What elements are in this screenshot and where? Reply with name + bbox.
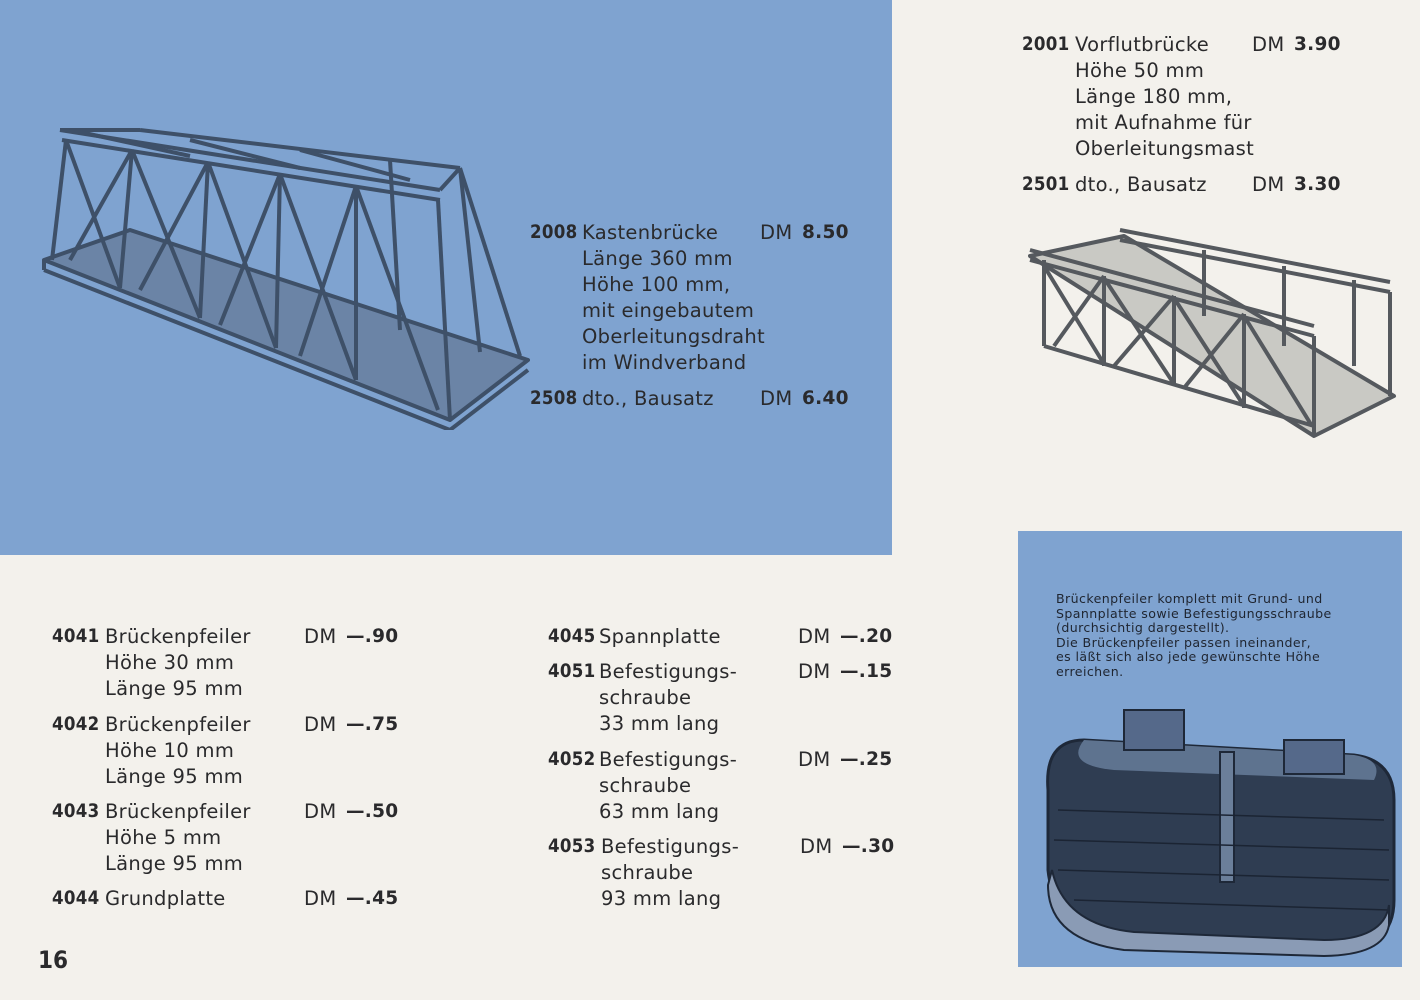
kit-number: 2508: [530, 388, 578, 409]
detail-line: Länge 180 mm,: [1075, 85, 1233, 108]
kit-price: 6.40: [802, 388, 849, 409]
detail-line: schraube: [599, 774, 692, 797]
kit-currency: DM: [760, 387, 793, 410]
detail-line: im Windverband: [582, 351, 747, 374]
product-4052: [548, 747, 908, 827]
note-line: Brückenpfeiler komplett mit Grund- und: [1056, 591, 1323, 606]
price: 3.90: [1294, 34, 1341, 55]
detail-line: Oberleitungsmast: [1075, 137, 1255, 160]
note-line: erreichen.: [1056, 663, 1124, 679]
product-name: Brückenpfeiler: [105, 713, 251, 736]
detail-line: 63 mm lang: [599, 800, 720, 823]
detail-line: mit eingebautem: [582, 299, 755, 322]
note-line: (durchsichtig dargestellt).: [1056, 620, 1230, 636]
product-number: 4045: [548, 626, 596, 647]
product-name: Brückenpfeiler: [105, 625, 251, 648]
product-number: 4052: [548, 749, 596, 770]
price: —.75: [346, 714, 399, 735]
detail-line: Länge 95 mm: [105, 852, 244, 875]
detail-line: 33 mm lang: [599, 712, 720, 735]
note-line: es läßt sich also jede gewünschte Höhe: [1056, 649, 1321, 665]
bridge-pier-image: [1044, 700, 1399, 958]
price: 8.50: [802, 222, 849, 243]
product-number: 4044: [52, 888, 100, 909]
product-4045: [548, 624, 908, 652]
detail-line: Länge 360 mm: [582, 247, 733, 270]
product-name: Spannplatte: [599, 625, 721, 648]
box-bridge-image: [40, 120, 530, 430]
note-line: Spannplatte sowie Befestigungsschraube: [1056, 605, 1332, 621]
product-name: Brückenpfeiler: [105, 800, 251, 823]
kit-number: 2501: [1022, 174, 1070, 195]
currency: DM: [798, 660, 831, 683]
detail-line: Höhe 50 mm: [1075, 59, 1205, 82]
product-name: Befestigungs-: [599, 748, 738, 771]
currency: DM: [304, 887, 337, 910]
product-4044: [52, 886, 412, 914]
detail-line: Oberleitungsdraht: [582, 325, 765, 348]
note-line: Die Brückenpfeiler passen ineinander,: [1056, 634, 1312, 650]
product-number: 2008: [530, 222, 578, 243]
product-number: 4043: [52, 801, 100, 822]
price: —.90: [346, 626, 399, 647]
product-name: Kastenbrücke: [582, 221, 719, 244]
price: —.45: [346, 888, 399, 909]
currency: DM: [798, 748, 831, 771]
price: —.25: [840, 749, 893, 770]
product-number: 2001: [1022, 34, 1070, 55]
currency: DM: [760, 221, 793, 244]
detail-line: 93 mm lang: [601, 887, 722, 910]
product-4053: [548, 834, 908, 914]
price: —.30: [842, 836, 895, 857]
product-name: Grundplatte: [105, 887, 226, 910]
currency: DM: [798, 625, 831, 648]
currency: DM: [304, 800, 337, 823]
detail-line: schraube: [601, 861, 694, 884]
product-number: 4051: [548, 661, 596, 682]
price: —.15: [840, 661, 893, 682]
product-number: 4053: [548, 836, 596, 857]
product-2001: [1022, 32, 1352, 202]
price: —.20: [840, 626, 893, 647]
kit-price: 3.30: [1294, 174, 1341, 195]
product-4041: [52, 624, 412, 704]
detail-line: Höhe 10 mm: [105, 739, 235, 762]
product-number: 4041: [52, 626, 100, 647]
kit-currency: DM: [1252, 173, 1285, 196]
kit-name: dto., Bausatz: [582, 387, 714, 410]
currency: DM: [304, 625, 337, 648]
product-4051: [548, 659, 908, 739]
product-4043: [52, 799, 412, 879]
currency: DM: [1252, 33, 1285, 56]
detail-line: Höhe 5 mm: [105, 826, 222, 849]
detail-line: mit Aufnahme für: [1075, 111, 1252, 134]
detail-line: Länge 95 mm: [105, 677, 244, 700]
detail-line: Höhe 100 mm,: [582, 273, 731, 296]
currency: DM: [304, 713, 337, 736]
flood-bridge-image: [1024, 226, 1404, 441]
currency: DM: [800, 835, 833, 858]
kit-name: dto., Bausatz: [1075, 173, 1207, 196]
product-name: Vorflutbrücke: [1075, 33, 1210, 56]
detail-line: Höhe 30 mm: [105, 651, 235, 674]
product-2008: [530, 220, 850, 420]
pier-description: [1056, 592, 1368, 680]
product-name: Befestigungs-: [599, 660, 738, 683]
detail-line: schraube: [599, 686, 692, 709]
product-4042: [52, 712, 412, 792]
detail-line: Länge 95 mm: [105, 765, 244, 788]
price: —.50: [346, 801, 399, 822]
product-number: 4042: [52, 714, 100, 735]
product-name: Befestigungs-: [601, 835, 740, 858]
page-number: 16: [38, 946, 69, 974]
